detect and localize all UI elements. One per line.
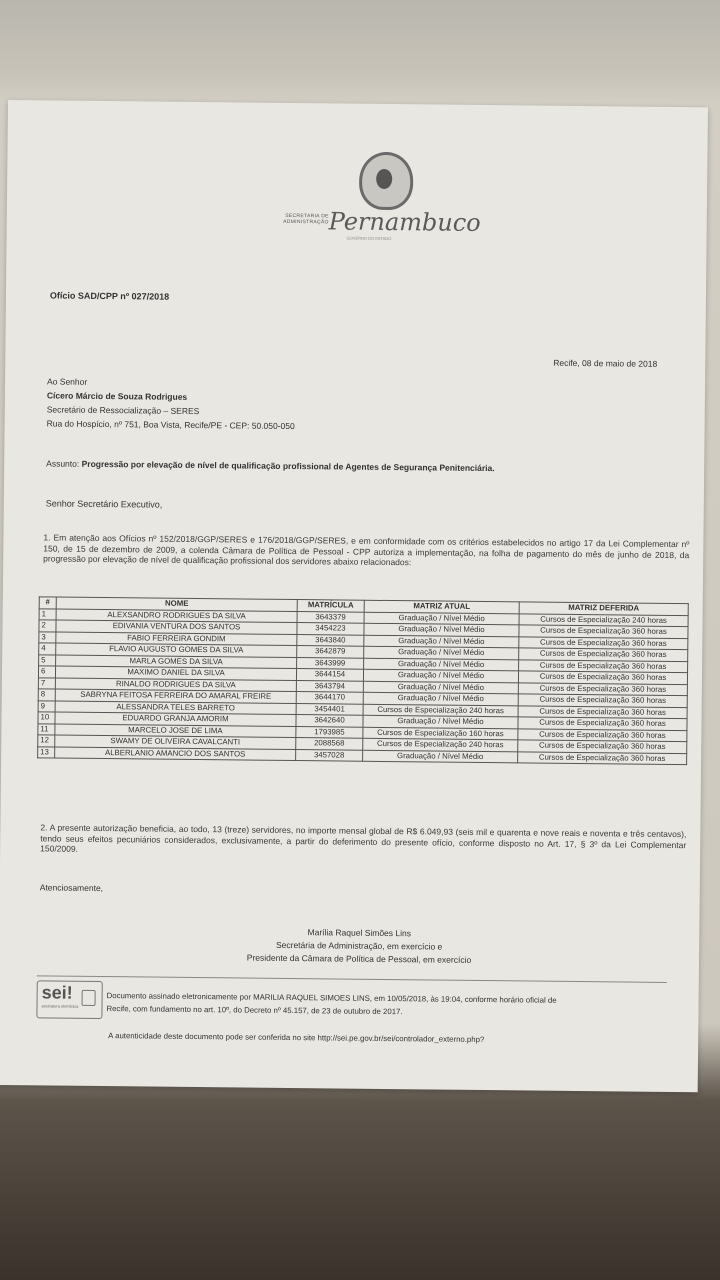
cell-current-matrix: Graduação / Nível Médio xyxy=(363,715,518,728)
cell-name: FLAVIO AUGUSTO GOMES DA SILVA xyxy=(56,643,297,657)
logo-secretaria: SECRETARIA DE ADMINISTRAÇÃO xyxy=(283,212,329,226)
cell-registration: 3643999 xyxy=(297,657,364,669)
recipient-name: Cícero Márcio de Souza Rodrigues xyxy=(46,390,188,402)
col-header-current-matrix: MATRIZ ATUAL xyxy=(364,600,519,613)
cell-granted-matrix: Cursos de Especialização 360 horas xyxy=(518,682,687,695)
cell-granted-matrix: Cursos de Especialização 360 horas xyxy=(519,636,688,649)
subject-line xyxy=(46,458,495,473)
divider xyxy=(37,975,667,983)
cell-current-matrix: Graduação / Nível Médio xyxy=(364,646,519,659)
cell-current-matrix: Cursos de Especialização 240 horas xyxy=(363,738,518,751)
cell-granted-matrix: Cursos de Especialização 360 horas xyxy=(518,740,687,753)
document-page xyxy=(0,100,708,1092)
subject-label: Assunto: xyxy=(46,458,80,469)
sei-logo xyxy=(36,980,102,1019)
cell-current-matrix: Graduação / Nível Médio xyxy=(363,692,518,705)
signatory-role-1: Secretária de Administração, em exercício e xyxy=(275,939,443,952)
cell-registration: 1793985 xyxy=(296,726,363,738)
cell-current-matrix: Graduação / Nível Médio xyxy=(364,612,519,625)
cell-number: 11 xyxy=(38,723,55,735)
cell-granted-matrix: Cursos de Especialização 360 horas xyxy=(518,671,687,684)
cell-number: 3 xyxy=(39,631,56,643)
paragraph-1: 1. Em atenção aos Ofícios nº 152/2018/GGP/SERES e 176/2018/GGP/SERES, e em conformidade com os critérios estabelecidos no artigo 17 da Lei Complementar nº 150, de 15 de dezembro de 2009, a colenda Câmara de Política de Pessoal - CPP autoriza a implementação, na folha de pagamento do mês de junho de 2018, da progressão por elevação de nível de qualificação profissional dos servidores abaixo relacionados: xyxy=(43,532,690,568)
cell-name: ALBERLANIO AMANCIO DOS SANTOS xyxy=(55,747,296,761)
cell-registration: 3643794 xyxy=(296,680,363,692)
sei-logo-subtitle: assinatura eletrônica xyxy=(41,1003,79,1009)
cell-granted-matrix: Cursos de Especialização 240 horas xyxy=(519,613,688,626)
cell-name: EDIVANIA VENTURA DOS SANTOS xyxy=(56,620,297,634)
cell-name: MARLA GOMES DA SILVA xyxy=(56,655,297,669)
cell-registration: 3643840 xyxy=(297,634,364,646)
logo-state-name: Pernambuco xyxy=(328,207,481,237)
cell-granted-matrix: Cursos de Especialização 360 horas xyxy=(518,705,687,718)
cell-number: 12 xyxy=(38,735,55,747)
cell-current-matrix: Graduação / Nível Médio xyxy=(364,658,519,671)
cell-number: 13 xyxy=(38,746,55,758)
servers-table xyxy=(37,596,689,765)
cell-current-matrix: Graduação / Nível Médio xyxy=(363,681,518,694)
cell-current-matrix: Graduação / Nível Médio xyxy=(363,669,518,682)
cell-current-matrix: Graduação / Nível Médio xyxy=(363,750,518,763)
col-header-number: # xyxy=(39,597,56,609)
cell-number: 7 xyxy=(38,677,55,689)
paragraph-2: 2. A presente autorização beneficia, ao todo, 13 (treze) servidores, no importe mensal global de R$ 6.049,93 (seis mil e quarenta e nove reais e noventa e três centavos), tendo seus efeitos pecuniários considerados, exclusivamente, a partir do deferimento do presente ofício, conforme disposto no Art. 17, § 3º da Lei Complementar 150/2009. xyxy=(40,822,687,854)
cell-name: ALEXSANDRO RODRIGUES DA SILVA xyxy=(56,609,297,623)
sei-notice-line-1: Documento assinado eletronicamente por MARILIA RAQUEL SIMOES LINS, em 10/05/2018, às 19:04, conforme horário oficial de xyxy=(106,991,557,1005)
cell-number: 8 xyxy=(38,689,55,701)
cell-registration: 3643379 xyxy=(297,611,364,623)
sei-authenticity: A autenticidade deste documento pode ser conferida no site http://sei.pe.gov.br/sei/controlador_externo.php? xyxy=(108,1031,485,1045)
sei-logo-text: sei! xyxy=(41,982,73,1003)
cell-granted-matrix: Cursos de Especialização 360 horas xyxy=(518,694,687,707)
cell-granted-matrix: Cursos de Especialização 360 horas xyxy=(519,648,688,661)
cell-current-matrix: Cursos de Especialização 160 horas xyxy=(363,727,518,740)
cell-current-matrix: Graduação / Nível Médio xyxy=(364,635,519,648)
cell-registration: 2088568 xyxy=(296,738,363,750)
cell-registration: 3644170 xyxy=(296,692,363,704)
cell-granted-matrix: Cursos de Especialização 360 horas xyxy=(518,751,687,764)
cell-granted-matrix: Cursos de Especialização 360 horas xyxy=(519,659,688,672)
cell-registration: 3642879 xyxy=(297,646,364,658)
closing: Atenciosamente, xyxy=(39,882,104,894)
recipient-salutation: Ao Senhor xyxy=(47,376,88,387)
cell-number: 9 xyxy=(38,700,55,712)
lock-icon xyxy=(82,990,96,1006)
sei-notice-line-2: Recife, com fundamento no art. 10º, do Decreto nº 45.157, de 23 de outubro de 2017. xyxy=(106,1004,403,1017)
cell-name: MAXIMO DANIEL DA SILVA xyxy=(55,666,296,680)
cell-name: FABIO FERREIRA GONDIM xyxy=(56,632,297,646)
cell-current-matrix: Cursos de Especialização 240 horas xyxy=(363,704,518,717)
cell-number: 1 xyxy=(39,608,56,620)
cell-registration: 3457028 xyxy=(296,749,363,761)
col-header-granted-matrix: MATRIZ DEFERIDA xyxy=(519,602,688,615)
recipient-role: Secretário de Ressocialização – SERES xyxy=(46,404,200,417)
cell-number: 5 xyxy=(39,654,56,666)
state-emblem-icon xyxy=(359,152,414,211)
cell-registration: 3642640 xyxy=(296,715,363,727)
cell-current-matrix: Graduação / Nível Médio xyxy=(364,623,519,636)
cell-number: 10 xyxy=(38,712,55,724)
greeting: Senhor Secretário Executivo, xyxy=(45,498,163,510)
col-header-name: NOME xyxy=(56,597,297,611)
recipient-address: Rua do Hospício, nº 751, Boa Vista, Recife/PE - CEP: 50.050-050 xyxy=(46,418,295,432)
cell-granted-matrix: Cursos de Especialização 360 horas xyxy=(518,728,687,741)
subject-text: Progressão por elevação de nível de qualificação profissional de Agentes de Segurança Penitenciária. xyxy=(81,458,495,474)
cell-number: 6 xyxy=(38,666,55,678)
cell-name: MARCELO JOSE DE LIMA xyxy=(55,724,296,738)
table-body xyxy=(38,608,689,764)
cell-granted-matrix: Cursos de Especialização 360 horas xyxy=(518,717,687,730)
signatory-role-2: Presidente da Câmara de Política de Pessoal, em exercício xyxy=(246,952,472,965)
cell-number: 2 xyxy=(39,620,56,632)
cell-name: ALESSANDRA TELES BARRETO xyxy=(55,701,296,715)
cell-registration: 3454223 xyxy=(297,623,364,635)
cell-name: EDUARDO GRANJA AMORIM xyxy=(55,712,296,726)
cell-registration: 3644154 xyxy=(296,669,363,681)
office-number: Ofício SAD/CPP nº 027/2018 xyxy=(49,290,170,302)
logo-tagline: GOVERNO DO ESTADO xyxy=(346,235,392,242)
cell-name: RINALDO RODRIGUES DA SILVA xyxy=(55,678,296,692)
cell-number: 4 xyxy=(39,643,56,655)
cell-granted-matrix: Cursos de Especialização 360 horas xyxy=(519,625,688,638)
cell-name: SWAMY DE OLIVEIRA CAVALCANTI xyxy=(55,735,296,749)
cell-registration: 3454401 xyxy=(296,703,363,715)
place-date: Recife, 08 de maio de 2018 xyxy=(553,357,658,369)
col-header-registration: MATRÍCULA xyxy=(297,600,364,612)
signatory-name: Marília Raquel Simões Lins xyxy=(307,927,412,939)
cell-name: SABRYNA FEITOSA FERREIRA DO AMARAL FREIRE xyxy=(55,689,296,703)
